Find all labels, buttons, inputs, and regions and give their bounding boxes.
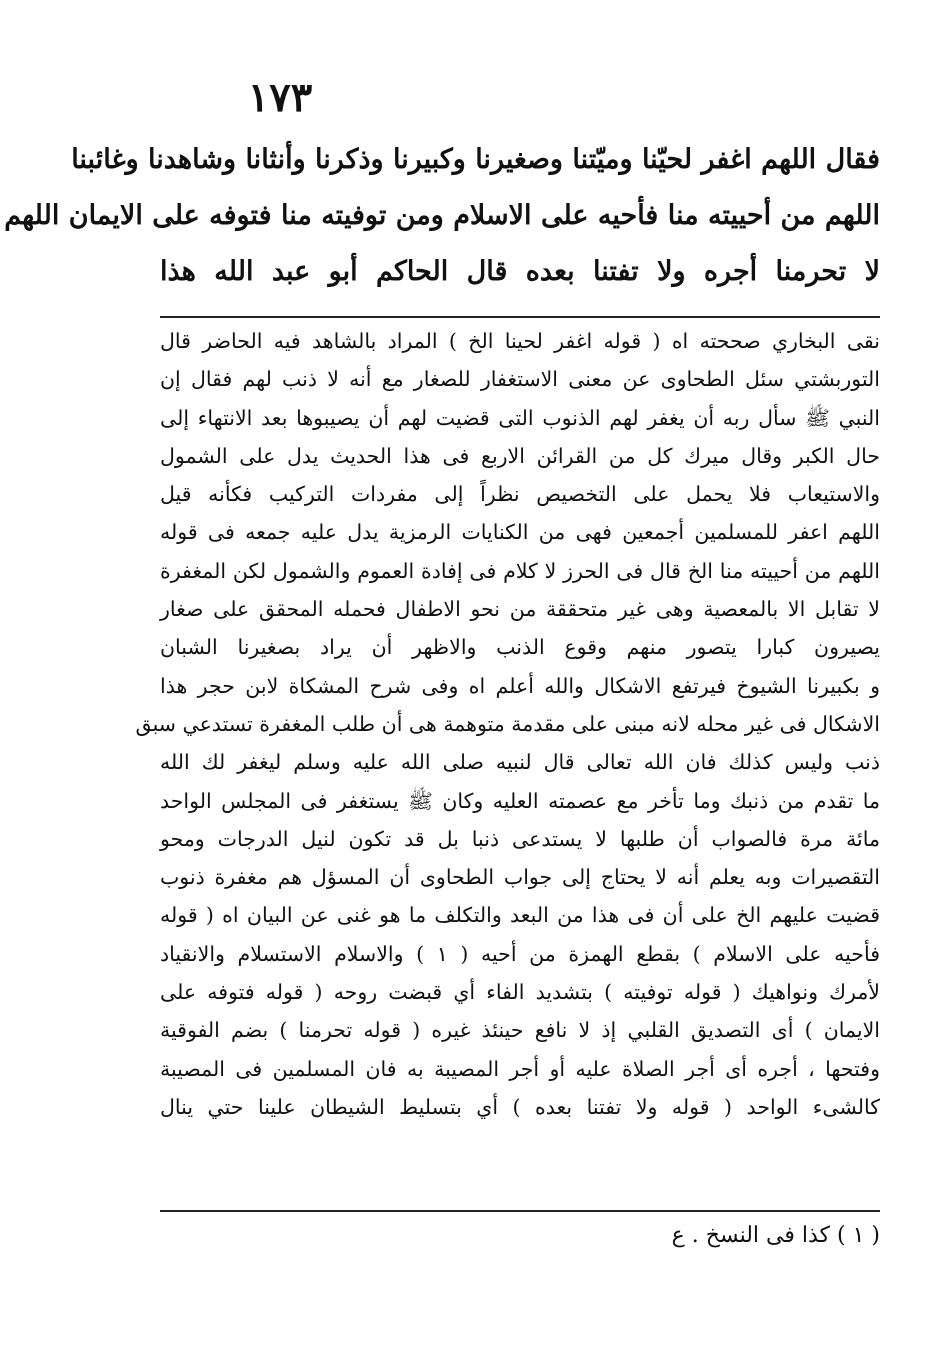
commentary-line: نقى البخاري صححته اه ( قوله اغفر لحينا الخ ) المراد بالشاهد فيه الحاضر قال [160, 329, 880, 353]
commentary-line: الايمان ) أى التصديق القلبي إذ لا نافع حينئذ غيره ( قوله تحرمنا ) بضم الفوقية [160, 1018, 880, 1043]
commentary-line: كالشىء الواحد ( قوله ولا تفتنا بعده ) أي بتسليط الشيطان علينا حتي ينال [160, 1094, 880, 1119]
commentary-line: يصيرون كبارا يتصور منهم وقوع الذنب والاظهر أن يراد بصغيرنا الشبان [160, 635, 880, 660]
commentary-line: حال الكبر وقال ميرك كل من القرائن الاربع فى هذا الحديث يدل على الشمول [160, 443, 880, 468]
top-divider [160, 316, 880, 318]
commentary-line: لأمرك ونواهيك ( قوله توفيته ) بتشديد الفاء أي قبضت روحه ( قوله فتوفه على [160, 980, 880, 1005]
commentary-line: لا تقابل الا بالمعصية وهى غير متحققة من نحو الاطفال فحمله المحقق على صغار [160, 597, 880, 622]
commentary-line: الاشكال فى غير محله لانه مبنى على مقدمة متوهمة هى أن طلب المغفرة تستدعي سبق [135, 711, 880, 736]
commentary-line: اللهم من أحييته منا الخ قال فى الحرز لا كلام فى إفادة العموم والشمول لكن المغفرة [160, 558, 880, 583]
commentary-line: مائة مرة فالصواب أن طلبها لا يستدعى ذنبا بل قد تكون لنيل الدرجات ومحو [160, 826, 880, 851]
commentary-line: التقصيرات وبه يعلم أنه لا يحتاج إلى جواب الطحاوى أن المسؤل هم مغفرة ذنوب [160, 865, 880, 890]
main-text-line: لا تحرمنا أجره ولا تفتنا بعده قال الحاكم أبو عبد الله هذا [160, 256, 880, 287]
commentary-line: والاستيعاب فلا يحمل على التخصيص نظراً إلى مفردات التركيب فكأنه قيل [160, 482, 880, 507]
commentary-line: و بكبيرنا الشيوخ فيرتفع الاشكال والله أعلم اه وفى شرح المشكاة لابن حجر هذا [160, 673, 880, 698]
commentary-line: ذنب وليس كذلك فان الله تعالى قال لنبيه صلى الله عليه وسلم ليغفر لك الله [160, 750, 880, 775]
main-text-line: اللهم من أحييته منا فأحيه على الاسلام ومن توفيته منا فتوفه على الايمان اللهم [4, 200, 880, 231]
main-text-line: فقال اللهم اغفر لحيّنا وميّتنا وصغيرنا وكبيرنا وذكرنا وأنثانا وشاهدنا وغائبنا [71, 144, 880, 175]
commentary-line: وفتحها ، أجره أى أجر الصلاة عليه أو أجر المصيبة به فان المسلمين فى المصيبة [160, 1056, 880, 1081]
footnote: ( ١ ) كذا فى النسخ . ع [671, 1223, 880, 1248]
commentary-line: التوربشتي سئل الطحاوى عن معنى الاستغفار للصغار مع أنه لا ذنب لهم فقال إن [160, 367, 880, 392]
commentary-line: قضيت عليهم الخ على أن فى هذا من البعد والتكلف ما هو غنى عن البيان اه ( قوله [160, 903, 880, 928]
commentary-line: اللهم اعفر للمسلمين أجمعين فهى من الكنايات الرمزية يدل عليه جمعه فى قوله [160, 520, 880, 545]
commentary-line: فأحيه على الاسلام ) بقطع الهمزة من أحيه ( ١ ) والاسلام الاستسلام والانقياد [160, 941, 880, 966]
main-text-block [4, 132, 880, 300]
page-number: ١٧٣ [247, 74, 313, 121]
footnote-divider [160, 1210, 880, 1212]
commentary-block [135, 322, 880, 1126]
commentary-line: النبي ﷺ سأل ربه أن يغفر لهم الذنوب التى قضيت لهم أن يصيبوها بعد الانتهاء إلى [160, 405, 880, 430]
commentary-line: ما تقدم من ذنبك وما تأخر مع عصمته العليه وكان ﷺ يستغفر فى المجلس الواحد [160, 788, 880, 813]
